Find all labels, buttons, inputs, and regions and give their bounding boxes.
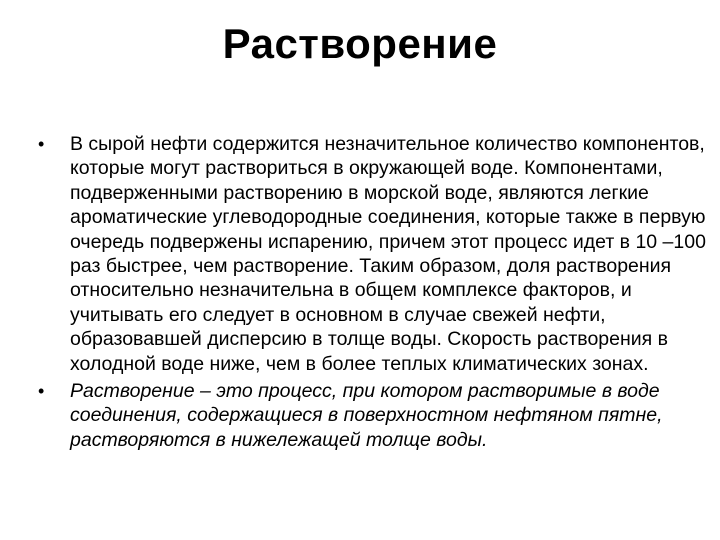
bullet-text: Растворение – это процесс, при котором растворимые в воде соединения, содержащиеся в поверхностном нефтяном пятне, растворяются в нижележащей толще воды. (70, 380, 663, 451)
bullet-item-1 (38, 132, 710, 376)
bullet-item-2 (38, 379, 710, 452)
slide-title: Растворение (222, 20, 498, 67)
bullet-marker-icon: • (38, 381, 45, 402)
bullet-text: В сырой нефти содержится незначительное количество компонентов, которые могут раствориться в окружающей воде. Компонентами, подверженными растворению в морской воде, являются легкие ароматические углеводородные соединения, которые также в первую очередь подвержены испарению, причем этот процесс идет в 10 –100 раз быстрее, чем растворение. Таким образом, доля растворения относительно незначительна в общем комплексе факторов, и учитывать его следует в основном в случае свежей нефти, образовавшей дисперсию в толще воды. Скорость растворения в холодной воде ниже, чем в более теплых климатических зонах. (70, 133, 706, 375)
bullet-list (38, 132, 710, 455)
bullet-marker-icon: • (38, 134, 45, 154)
